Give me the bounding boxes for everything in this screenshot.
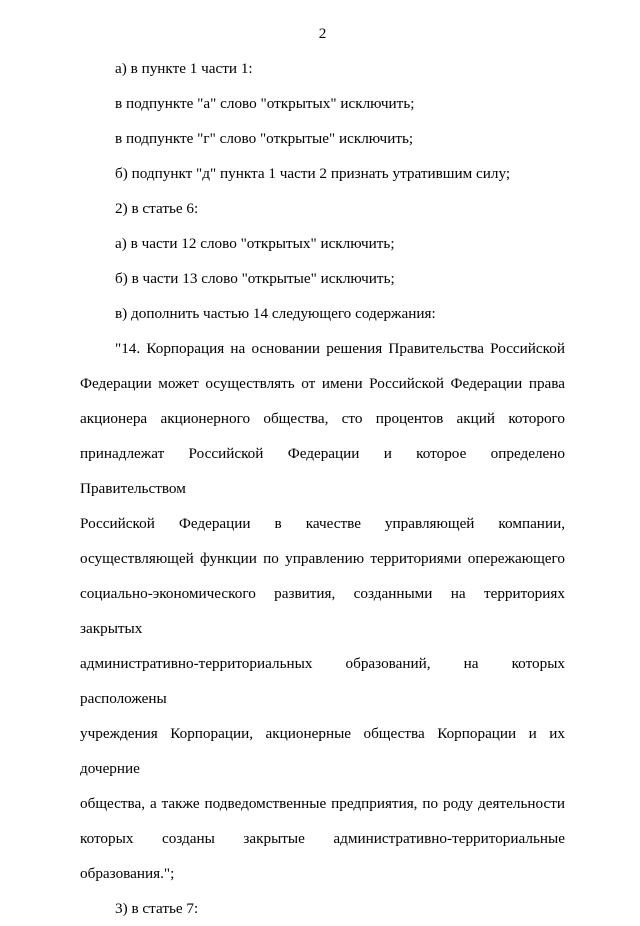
- paragraph-line: которых созданы закрытые административно-территориальные: [80, 830, 565, 847]
- document-line: 3) в статье 7:: [115, 900, 199, 917]
- paragraph-line: общества, а также подведомственные предприятия, по роду деятельности: [80, 795, 565, 812]
- document-line: в подпункте "г" слово "открытые" исключить;: [115, 130, 414, 147]
- paragraph-line: принадлежат Российской Федерации и которое определено Правительством: [80, 445, 565, 497]
- paragraph-line: "14. Корпорация на основании решения Правительства Российской: [115, 340, 565, 357]
- document-line: в) дополнить частью 14 следующего содержания:: [115, 305, 436, 322]
- paragraph-line: административно-территориальных образований, на которых расположены: [80, 655, 565, 707]
- paragraph-line: учреждения Корпорации, акционерные общества Корпорации и их дочерние: [80, 725, 565, 777]
- paragraph-line: социально-экономического развития, созданными на территориях закрытых: [80, 585, 565, 637]
- document-line: а) в пункте 1 части 1:: [115, 60, 253, 77]
- paragraph-line: осуществляющей функции по управлению территориями опережающего: [80, 550, 565, 567]
- document-line: б) в части 13 слово "открытые" исключить;: [115, 270, 395, 287]
- paragraph-line: акционера акционерного общества, сто процентов акций которого: [80, 410, 565, 427]
- page-number: 2: [318, 25, 327, 42]
- document-line: б) подпункт "д" пункта 1 части 2 признать утратившим силу;: [115, 165, 511, 182]
- document-paragraph: [80, 331, 565, 891]
- paragraph-line: образования.";: [80, 865, 175, 882]
- document-line: 2) в статье 6:: [115, 200, 199, 217]
- paragraph-line: Российской Федерации в качестве управляющей компании,: [80, 515, 565, 532]
- document-line: в подпункте "а" слово "открытых" исключить;: [115, 95, 415, 112]
- paragraph-line: Федерации может осуществлять от имени Российской Федерации права: [80, 375, 565, 392]
- document-line: а) в части 12 слово "открытых" исключить;: [115, 235, 395, 252]
